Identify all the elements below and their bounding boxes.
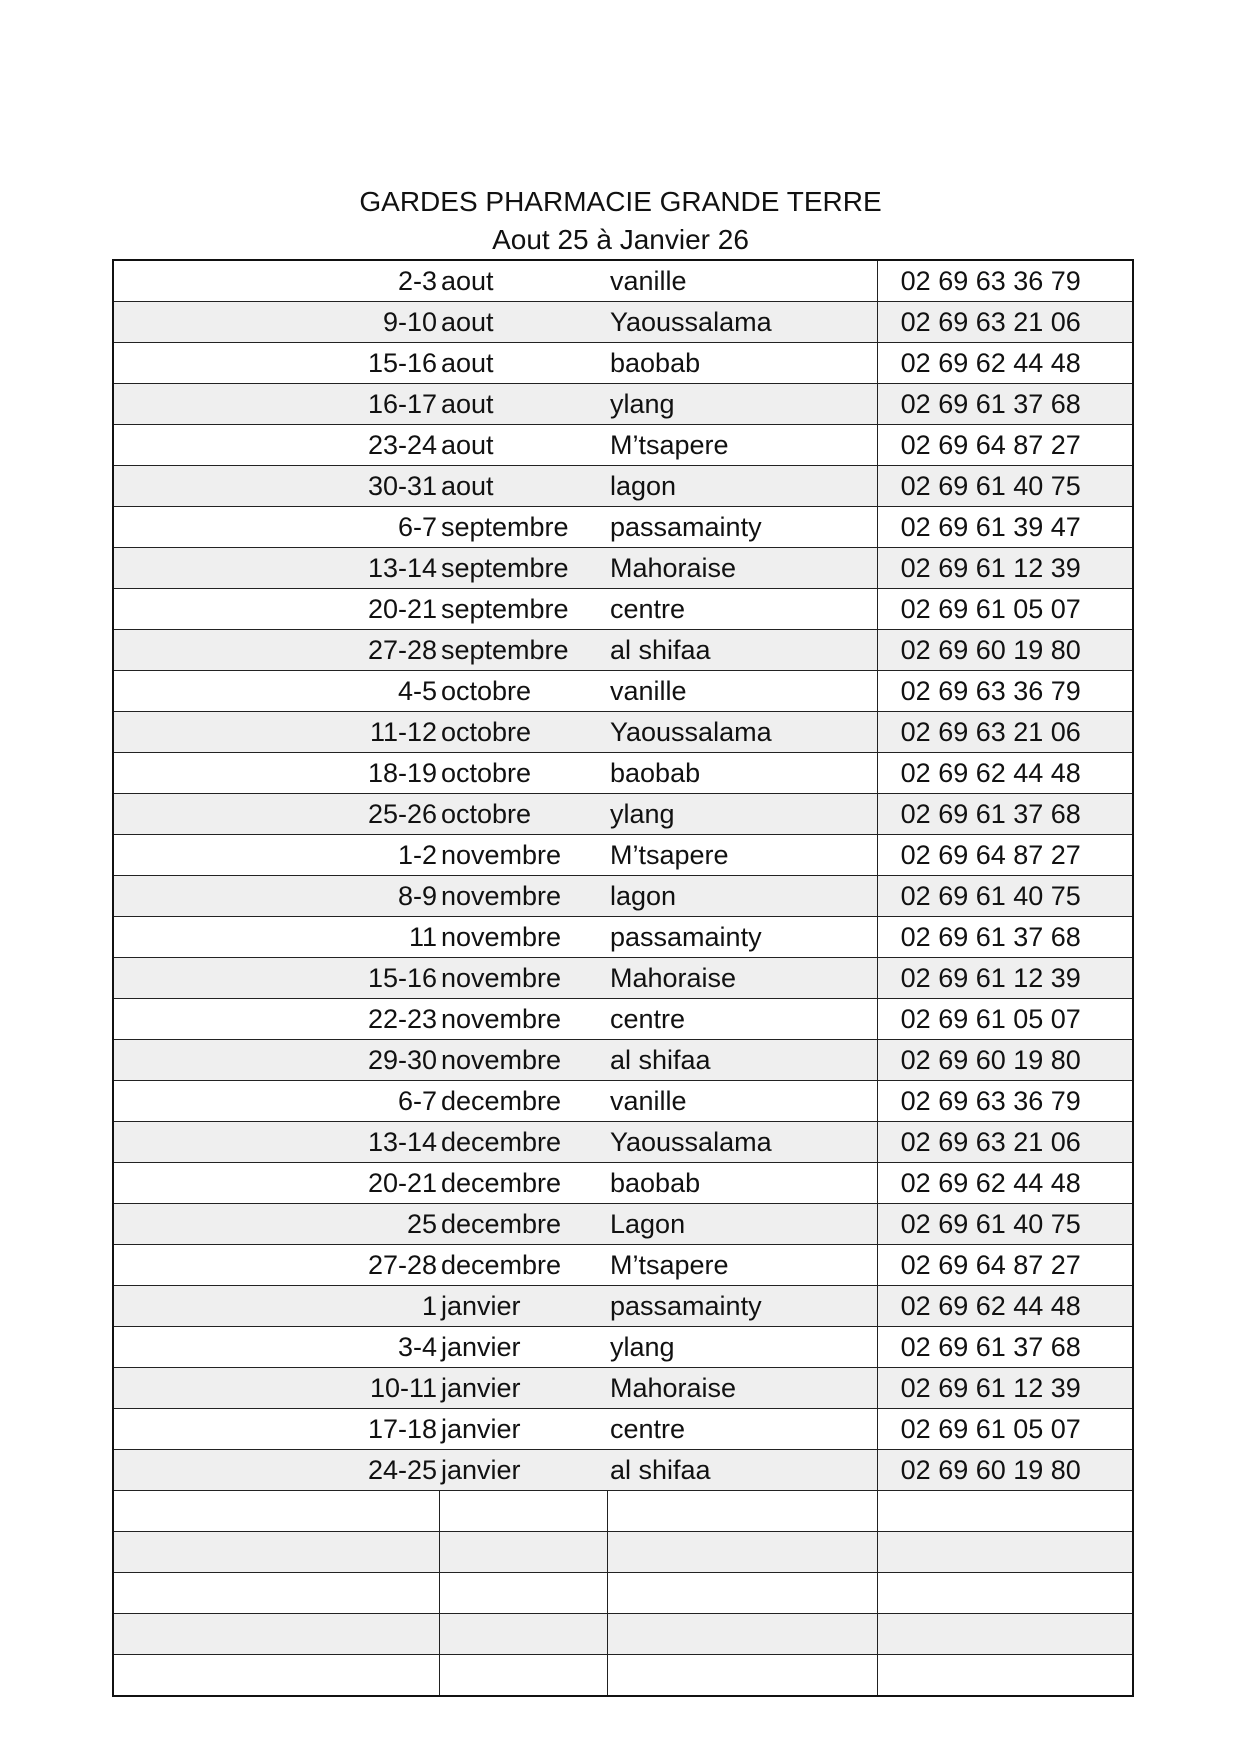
phone-cell: 02 69 61 05 07	[877, 1409, 1133, 1450]
day-cell: 29-30	[113, 1040, 439, 1081]
pharmacy-duty-table	[112, 259, 1134, 1697]
empty-cell	[113, 1655, 439, 1697]
phone-cell: 02 69 61 05 07	[877, 589, 1133, 630]
day-cell: 8-9	[113, 876, 439, 917]
phone-cell: 02 69 63 21 06	[877, 1122, 1133, 1163]
empty-cell	[439, 1573, 607, 1614]
empty-row	[113, 1532, 1133, 1573]
table-row	[113, 999, 1133, 1040]
table-row	[113, 1409, 1133, 1450]
empty-cell	[877, 1614, 1133, 1655]
pharmacy-cell: passamainty	[607, 1286, 877, 1327]
phone-cell: 02 69 60 19 80	[877, 1450, 1133, 1491]
phone-cell: 02 69 62 44 48	[877, 753, 1133, 794]
month-cell: novembre	[439, 917, 607, 958]
pharmacy-cell: Yaoussalama	[607, 712, 877, 753]
month-cell: aout	[439, 466, 607, 507]
phone-cell: 02 69 61 37 68	[877, 917, 1133, 958]
month-cell: janvier	[439, 1286, 607, 1327]
month-cell: septembre	[439, 548, 607, 589]
empty-cell	[607, 1491, 877, 1532]
empty-cell	[113, 1491, 439, 1532]
month-cell: decembre	[439, 1122, 607, 1163]
table-row	[113, 548, 1133, 589]
day-cell: 1-2	[113, 835, 439, 876]
pharmacy-cell: Lagon	[607, 1204, 877, 1245]
phone-cell: 02 69 61 12 39	[877, 1368, 1133, 1409]
month-cell: novembre	[439, 835, 607, 876]
month-cell: janvier	[439, 1450, 607, 1491]
schedule-body	[113, 260, 1133, 1696]
table-row	[113, 917, 1133, 958]
phone-cell: 02 69 61 37 68	[877, 1327, 1133, 1368]
phone-cell: 02 69 61 40 75	[877, 466, 1133, 507]
table-row	[113, 384, 1133, 425]
table-row	[113, 425, 1133, 466]
day-cell: 27-28	[113, 1245, 439, 1286]
phone-cell: 02 69 64 87 27	[877, 425, 1133, 466]
empty-row	[113, 1491, 1133, 1532]
phone-cell: 02 69 61 39 47	[877, 507, 1133, 548]
table-row	[113, 1081, 1133, 1122]
pharmacy-cell: Yaoussalama	[607, 302, 877, 343]
empty-cell	[113, 1532, 439, 1573]
month-cell: aout	[439, 425, 607, 466]
day-cell: 10-11	[113, 1368, 439, 1409]
day-cell: 20-21	[113, 1163, 439, 1204]
phone-cell: 02 69 60 19 80	[877, 630, 1133, 671]
phone-cell: 02 69 62 44 48	[877, 343, 1133, 384]
table-row	[113, 302, 1133, 343]
month-cell: decembre	[439, 1204, 607, 1245]
month-cell: aout	[439, 260, 607, 302]
phone-cell: 02 69 60 19 80	[877, 1040, 1133, 1081]
table-row	[113, 507, 1133, 548]
day-cell: 30-31	[113, 466, 439, 507]
table-row	[113, 1040, 1133, 1081]
empty-cell	[877, 1655, 1133, 1697]
pharmacy-cell: Yaoussalama	[607, 1122, 877, 1163]
empty-cell	[877, 1491, 1133, 1532]
table-row	[113, 876, 1133, 917]
pharmacy-cell: lagon	[607, 876, 877, 917]
table-row	[113, 835, 1133, 876]
day-cell: 24-25	[113, 1450, 439, 1491]
phone-cell: 02 69 62 44 48	[877, 1163, 1133, 1204]
empty-cell	[439, 1491, 607, 1532]
month-cell: septembre	[439, 589, 607, 630]
month-cell: aout	[439, 384, 607, 425]
pharmacy-cell: al shifaa	[607, 630, 877, 671]
day-cell: 4-5	[113, 671, 439, 712]
month-cell: janvier	[439, 1368, 607, 1409]
pharmacy-cell: M’tsapere	[607, 835, 877, 876]
pharmacy-cell: lagon	[607, 466, 877, 507]
table-row	[113, 712, 1133, 753]
day-cell: 27-28	[113, 630, 439, 671]
empty-cell	[607, 1573, 877, 1614]
month-cell: aout	[439, 302, 607, 343]
table-row	[113, 260, 1133, 302]
month-cell: janvier	[439, 1327, 607, 1368]
table-row	[113, 671, 1133, 712]
month-cell: novembre	[439, 958, 607, 999]
day-cell: 1	[113, 1286, 439, 1327]
day-cell: 25	[113, 1204, 439, 1245]
pharmacy-cell: baobab	[607, 753, 877, 794]
phone-cell: 02 69 63 36 79	[877, 671, 1133, 712]
empty-row	[113, 1573, 1133, 1614]
day-cell: 9-10	[113, 302, 439, 343]
day-cell: 6-7	[113, 507, 439, 548]
empty-cell	[439, 1655, 607, 1697]
phone-cell: 02 69 61 12 39	[877, 548, 1133, 589]
table-row	[113, 1204, 1133, 1245]
pharmacy-cell: M’tsapere	[607, 425, 877, 466]
pharmacy-cell: vanille	[607, 1081, 877, 1122]
empty-cell	[607, 1655, 877, 1697]
table-row	[113, 343, 1133, 384]
empty-cell	[607, 1532, 877, 1573]
month-cell: novembre	[439, 999, 607, 1040]
table-row	[113, 753, 1133, 794]
pharmacy-cell: centre	[607, 1409, 877, 1450]
month-cell: decembre	[439, 1245, 607, 1286]
table-row	[113, 794, 1133, 835]
phone-cell: 02 69 61 05 07	[877, 999, 1133, 1040]
day-cell: 13-14	[113, 1122, 439, 1163]
pharmacy-cell: al shifaa	[607, 1040, 877, 1081]
day-cell: 15-16	[113, 958, 439, 999]
month-cell: janvier	[439, 1409, 607, 1450]
day-cell: 11-12	[113, 712, 439, 753]
pharmacy-cell: Mahoraise	[607, 1368, 877, 1409]
pharmacy-cell: passamainty	[607, 917, 877, 958]
pharmacy-cell: passamainty	[607, 507, 877, 548]
pharmacy-cell: ylang	[607, 794, 877, 835]
empty-cell	[113, 1614, 439, 1655]
phone-cell: 02 69 63 36 79	[877, 1081, 1133, 1122]
table-row	[113, 1163, 1133, 1204]
month-cell: octobre	[439, 671, 607, 712]
table-row	[113, 958, 1133, 999]
phone-cell: 02 69 61 37 68	[877, 384, 1133, 425]
phone-cell: 02 69 63 21 06	[877, 302, 1133, 343]
empty-cell	[113, 1573, 439, 1614]
month-cell: aout	[439, 343, 607, 384]
phone-cell: 02 69 63 36 79	[877, 260, 1133, 302]
day-cell: 16-17	[113, 384, 439, 425]
month-cell: octobre	[439, 794, 607, 835]
phone-cell: 02 69 61 12 39	[877, 958, 1133, 999]
month-cell: septembre	[439, 507, 607, 548]
table-row	[113, 1286, 1133, 1327]
table-row	[113, 1122, 1133, 1163]
day-cell: 17-18	[113, 1409, 439, 1450]
phone-cell: 02 69 62 44 48	[877, 1286, 1133, 1327]
empty-cell	[439, 1614, 607, 1655]
month-cell: novembre	[439, 1040, 607, 1081]
document-subtitle: Aout 25 à Janvier 26	[492, 224, 749, 255]
pharmacy-cell: Mahoraise	[607, 958, 877, 999]
month-cell: decembre	[439, 1163, 607, 1204]
phone-cell: 02 69 64 87 27	[877, 835, 1133, 876]
day-cell: 25-26	[113, 794, 439, 835]
phone-cell: 02 69 63 21 06	[877, 712, 1133, 753]
pharmacy-cell: centre	[607, 589, 877, 630]
day-cell: 15-16	[113, 343, 439, 384]
month-cell: decembre	[439, 1081, 607, 1122]
day-cell: 20-21	[113, 589, 439, 630]
pharmacy-cell: vanille	[607, 260, 877, 302]
table-row	[113, 1450, 1133, 1491]
table-row	[113, 466, 1133, 507]
month-cell: octobre	[439, 712, 607, 753]
table-row	[113, 630, 1133, 671]
phone-cell: 02 69 61 40 75	[877, 1204, 1133, 1245]
pharmacy-cell: ylang	[607, 384, 877, 425]
day-cell: 13-14	[113, 548, 439, 589]
pharmacy-cell: baobab	[607, 1163, 877, 1204]
empty-cell	[607, 1614, 877, 1655]
phone-cell: 02 69 61 40 75	[877, 876, 1133, 917]
pharmacy-cell: al shifaa	[607, 1450, 877, 1491]
day-cell: 11	[113, 917, 439, 958]
day-cell: 23-24	[113, 425, 439, 466]
day-cell: 6-7	[113, 1081, 439, 1122]
day-cell: 22-23	[113, 999, 439, 1040]
phone-cell: 02 69 64 87 27	[877, 1245, 1133, 1286]
phone-cell: 02 69 61 37 68	[877, 794, 1133, 835]
pharmacy-cell: Mahoraise	[607, 548, 877, 589]
day-cell: 2-3	[113, 260, 439, 302]
pharmacy-cell: ylang	[607, 1327, 877, 1368]
day-cell: 3-4	[113, 1327, 439, 1368]
month-cell: septembre	[439, 630, 607, 671]
empty-cell	[877, 1573, 1133, 1614]
day-cell: 18-19	[113, 753, 439, 794]
month-cell: octobre	[439, 753, 607, 794]
pharmacy-cell: centre	[607, 999, 877, 1040]
pharmacy-cell: baobab	[607, 343, 877, 384]
pharmacy-cell: vanille	[607, 671, 877, 712]
pharmacy-cell: M’tsapere	[607, 1245, 877, 1286]
empty-row	[113, 1614, 1133, 1655]
table-row	[113, 1368, 1133, 1409]
month-cell: novembre	[439, 876, 607, 917]
document-title: GARDES PHARMACIE GRANDE TERRE	[359, 186, 882, 217]
table-row	[113, 1327, 1133, 1368]
empty-cell	[439, 1532, 607, 1573]
table-row	[113, 1245, 1133, 1286]
empty-cell	[877, 1532, 1133, 1573]
empty-row	[113, 1655, 1133, 1697]
table-row	[113, 589, 1133, 630]
